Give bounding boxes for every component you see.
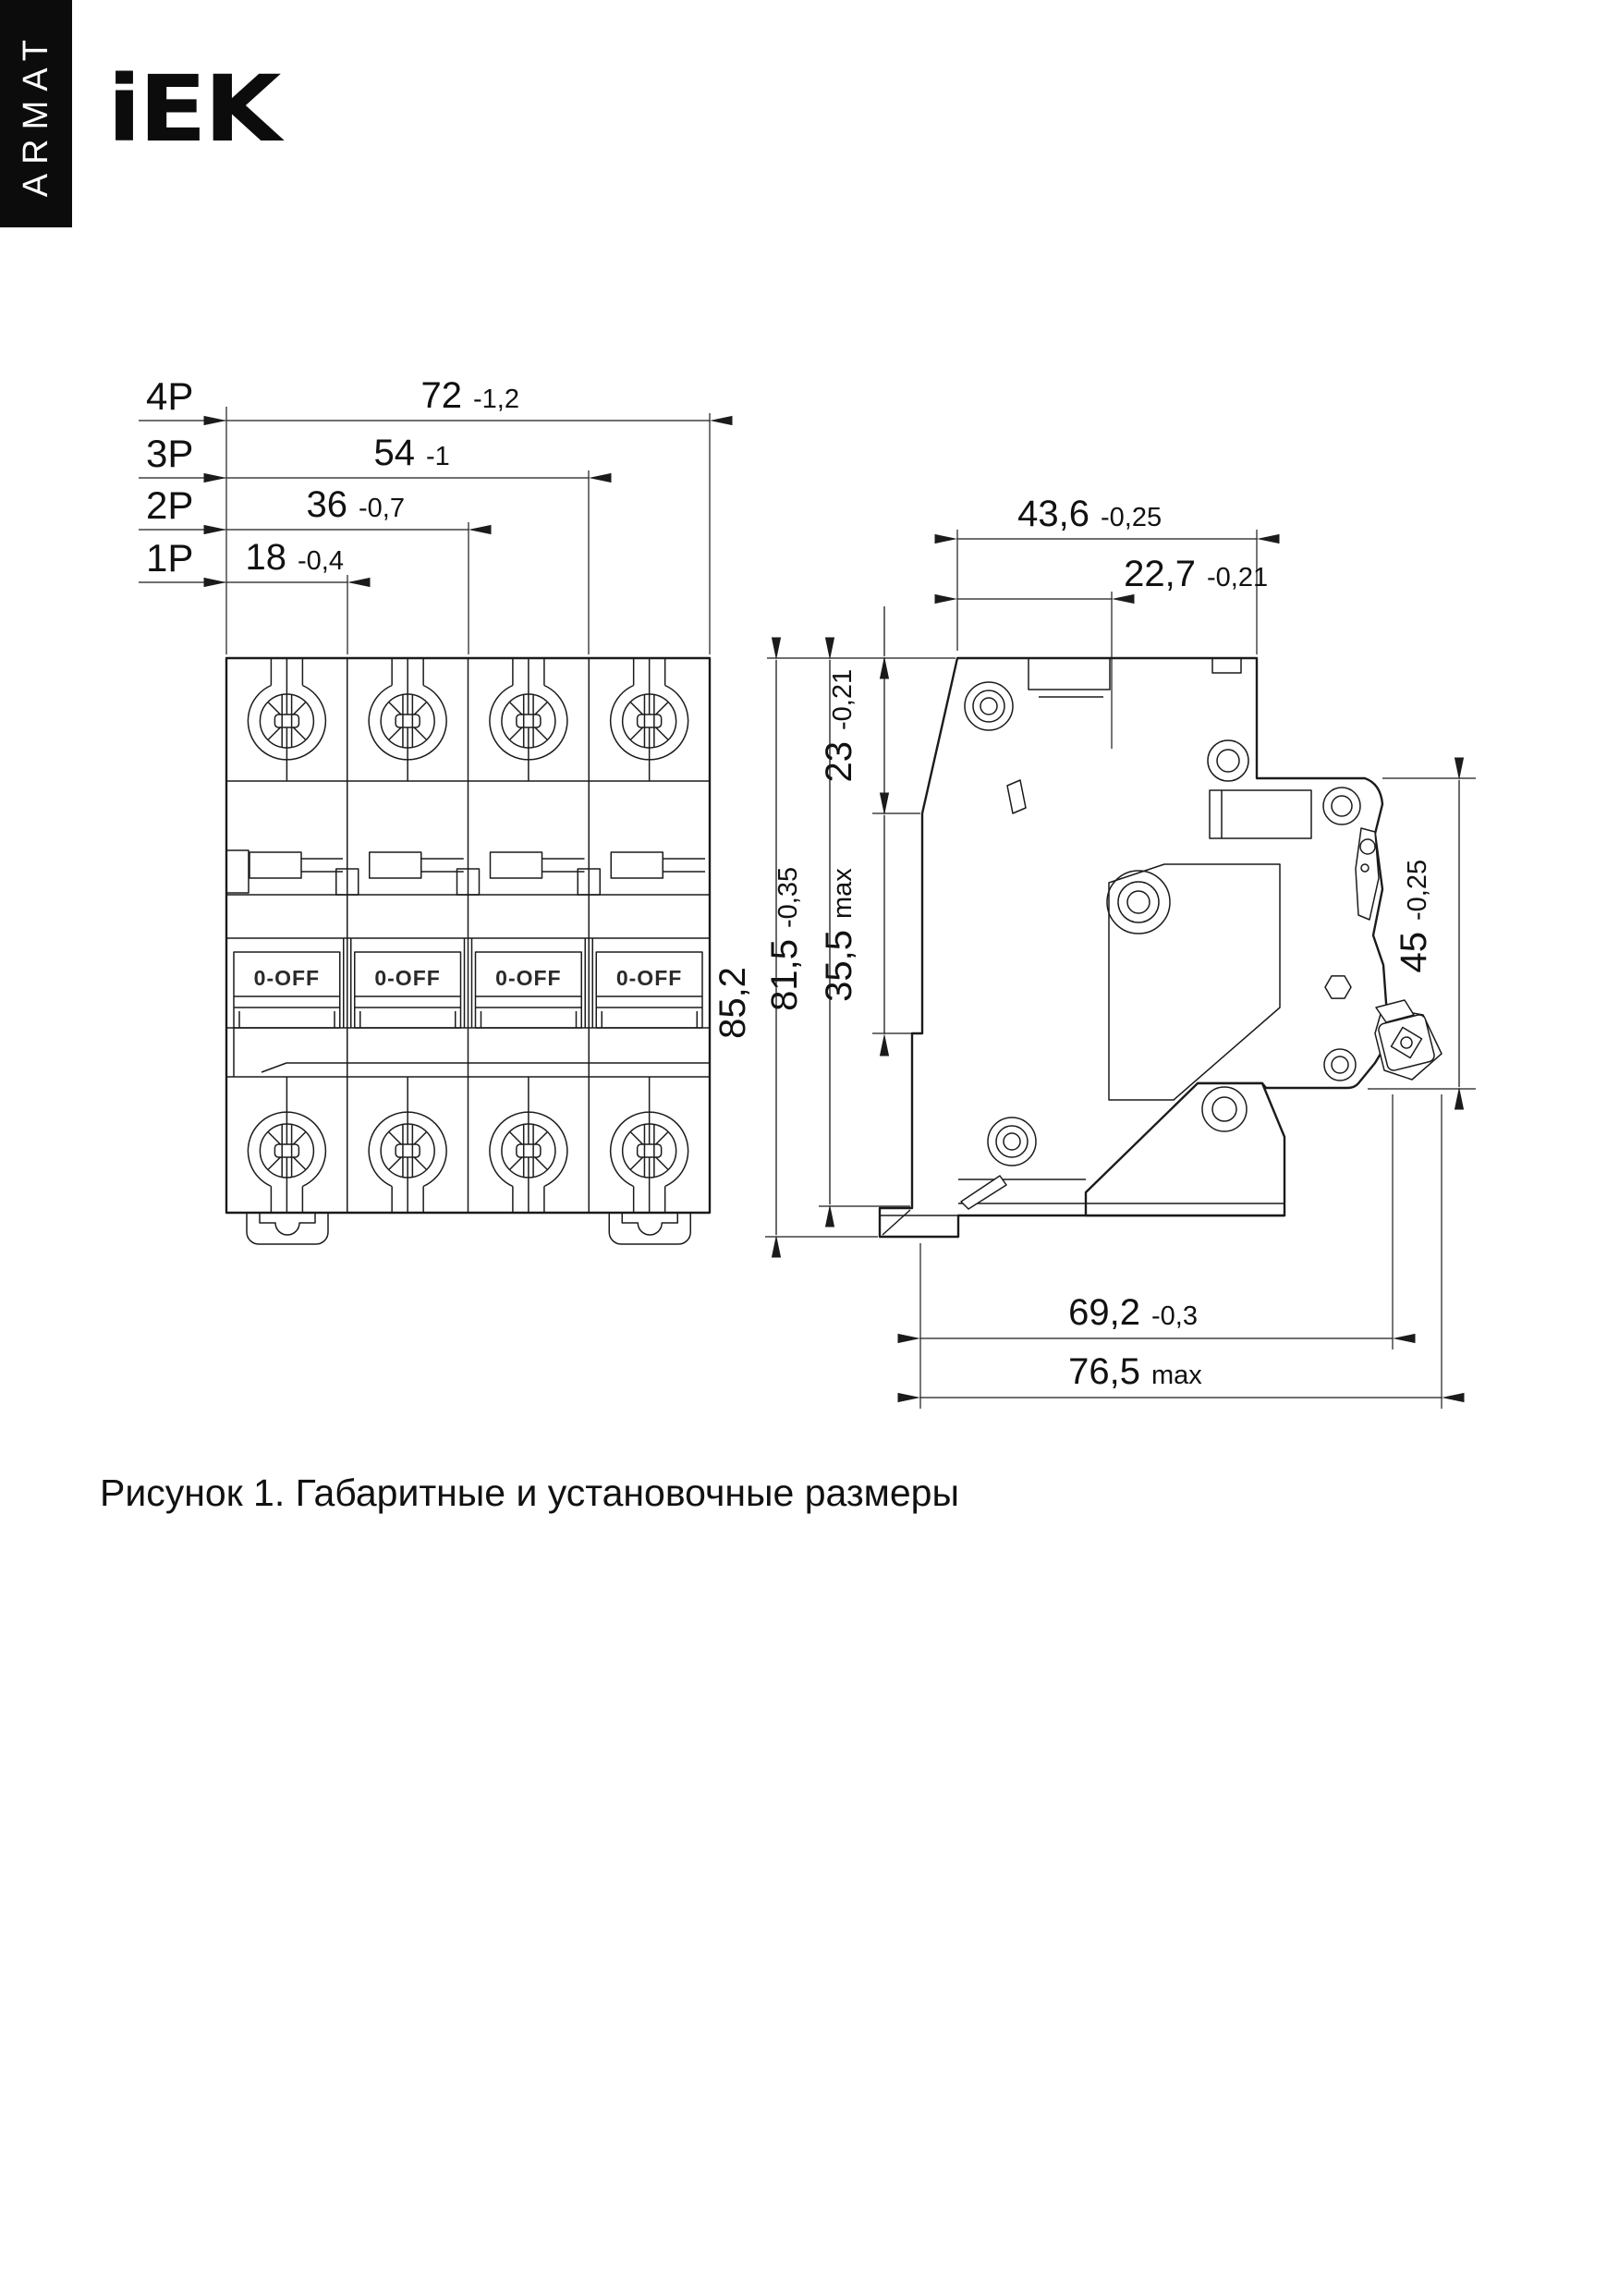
svg-text:81,5: 81,5 xyxy=(764,939,805,1011)
svg-text:36: 36 xyxy=(306,484,347,525)
armat-vertical-label: ARMAT xyxy=(16,30,55,198)
dim-width-4p xyxy=(421,375,519,416)
dim-width-3p xyxy=(374,433,450,473)
dim-handle-offset xyxy=(1124,554,1268,594)
dim-body-height xyxy=(764,867,805,1011)
dim-top-width xyxy=(1017,494,1162,534)
svg-text:22,7: 22,7 xyxy=(1124,554,1196,594)
hex-nut-icon xyxy=(1325,976,1351,998)
svg-text:-0,4: -0,4 xyxy=(298,546,344,576)
iek-logo: iEK xyxy=(107,56,279,163)
svg-text:-0,35: -0,35 xyxy=(773,866,803,928)
figure-caption: Рисунок 1. Габаритные и установочные размеры xyxy=(100,1472,959,1514)
svg-text:69,2: 69,2 xyxy=(1068,1292,1140,1333)
rating-label-window xyxy=(1210,790,1311,838)
svg-text:-0,25: -0,25 xyxy=(1101,503,1163,532)
svg-text:85,2: 85,2 xyxy=(712,967,753,1039)
svg-text:-0,25: -0,25 xyxy=(1403,859,1432,921)
dim-body-depth xyxy=(1068,1292,1198,1333)
svg-text:-0,3: -0,3 xyxy=(1151,1301,1198,1331)
dim-width-2p xyxy=(307,484,405,525)
side-view-drawing xyxy=(712,494,1476,1409)
dim-total-depth xyxy=(1068,1351,1202,1392)
svg-text:max: max xyxy=(1151,1361,1202,1390)
svg-text:18: 18 xyxy=(245,537,286,578)
pole-count-label-2p: 2P xyxy=(146,483,194,527)
front-width-dimensions xyxy=(139,374,710,654)
terminal-screw-side-icon xyxy=(1375,1000,1442,1080)
svg-text:max: max xyxy=(828,868,858,919)
toggle-state-label: 0-OFF xyxy=(374,966,441,990)
svg-text:72: 72 xyxy=(420,375,462,416)
svg-text:-0,7: -0,7 xyxy=(359,494,405,523)
svg-text:76,5: 76,5 xyxy=(1068,1351,1140,1392)
svg-text:43,6: 43,6 xyxy=(1017,494,1089,534)
svg-text:-1,2: -1,2 xyxy=(473,385,519,414)
toggle-state-label: 0-OFF xyxy=(495,966,562,990)
svg-text:35,5: 35,5 xyxy=(819,930,859,1002)
svg-text:-0,21: -0,21 xyxy=(1207,563,1269,592)
toggle-state-label: 0-OFF xyxy=(615,966,683,990)
pole-count-label-3p: 3P xyxy=(146,432,194,475)
dim-front-face-height xyxy=(1394,860,1434,973)
din-feet xyxy=(247,1213,690,1244)
dim-total-height xyxy=(712,967,753,1039)
svg-text:-0,21: -0,21 xyxy=(828,668,858,730)
svg-text:45: 45 xyxy=(1394,932,1434,973)
dim-recess-depth xyxy=(819,669,859,783)
svg-text:-1: -1 xyxy=(426,442,450,471)
toggle-state-label: 0-OFF xyxy=(253,966,321,990)
svg-text:23: 23 xyxy=(819,741,859,783)
pole-count-label-1p: 1P xyxy=(146,536,194,580)
svg-text:54: 54 xyxy=(373,433,415,473)
pole-count-label-4p: 4P xyxy=(146,374,194,418)
front-view-drawing xyxy=(139,374,710,1244)
dim-din-zone xyxy=(819,868,859,1002)
dim-width-1p xyxy=(246,537,344,578)
